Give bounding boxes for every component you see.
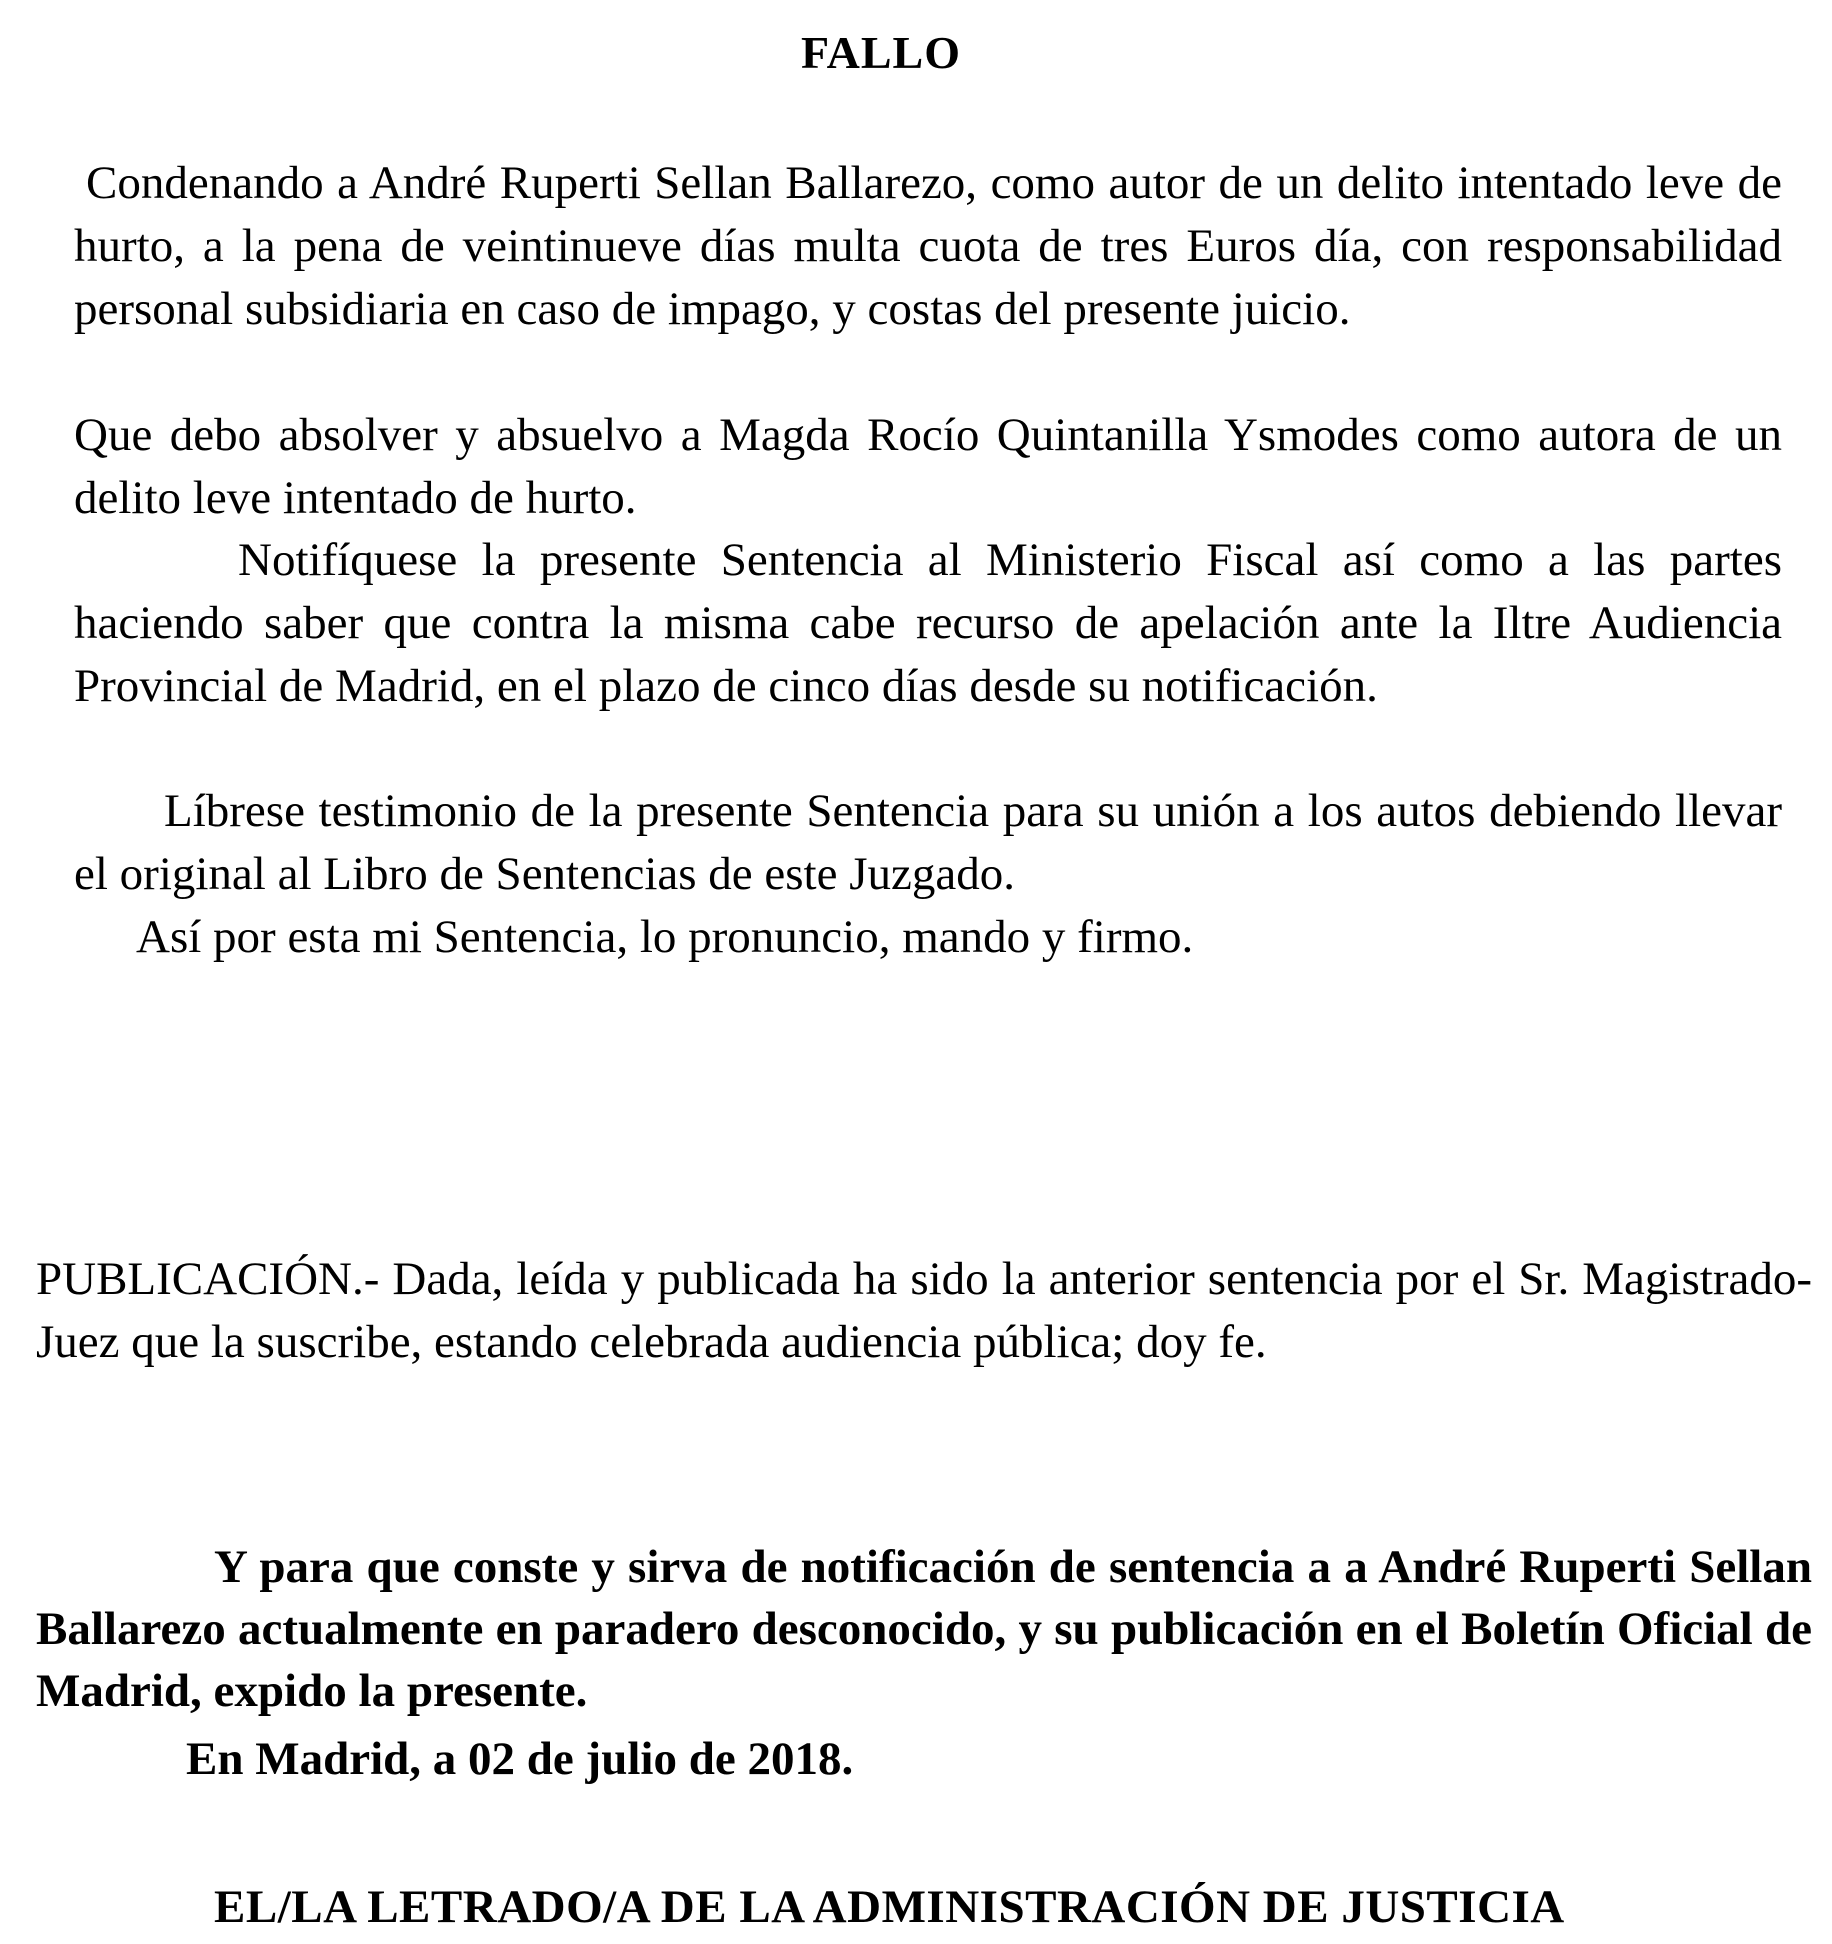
document-title: FALLO [800,27,962,78]
ruling-paragraph-notification: Notifíquese la presente Sentencia al Ministerio Fiscal así como a las partes haciendo saber que contra la misma cabe recurso de apelación ante la Iltre Audiencia Provincial de Madrid, en el plazo de cinco días desde su notificación. [74,534,1782,712]
date-line: En Madrid, a 02 de julio de 2018. [186,1733,854,1785]
signature-title: EL/LA LETRADO/A DE LA ADMINISTRACIÓN DE JUSTICIA [214,1881,1565,1933]
notification-notice: Y para que conste y sirva de notificación de sentencia a a André Ruperti Sellan Ballarezo actualmente en paradero desconocido, y su publicación en el Boletín Oficial de Madrid, expido la presente. [36,1541,1812,1717]
ruling-paragraph-conviction: Condenando a André Ruperti Sellan Ballarezo, como autor de un delito intentado leve de hurto, a la pena de veintinueve días multa cuota de tres Euros día, con responsabilidad personal subsidiaria en caso de impago, y costas del presente juicio. [74,157,1782,335]
ruling-paragraph-closing: Así por esta mi Sentencia, lo pronuncio, mando y firmo. [136,911,1194,963]
ruling-paragraph-acquittal: Que debo absolver y absuelvo a Magda Rocío Quintanilla Ysmodes como autora de un delito leve intentado de hurto. [74,409,1782,524]
ruling-paragraph-testimony: Líbrese testimonio de la presente Sentencia para su unión a los autos debiendo llevar el original al Libro de Sentencias de este Juzgado. [74,785,1782,900]
publication-paragraph: PUBLICACIÓN.- Dada, leída y publicada ha sido la anterior sentencia por el Sr. Magistrado-Juez que la suscribe, estando celebrada audiencia pública; doy fe. [36,1253,1812,1368]
